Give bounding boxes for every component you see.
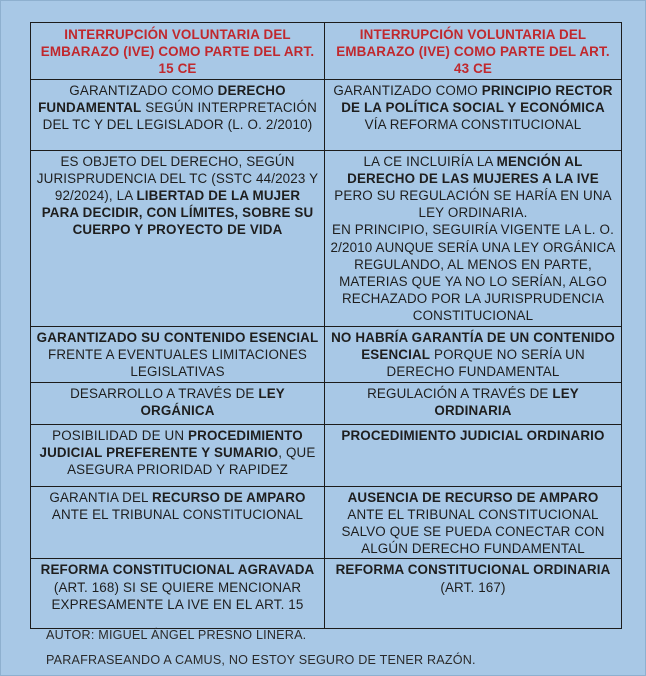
table-row [31, 486, 622, 559]
table-row [31, 150, 622, 326]
cell-right: NO HABRÍA GARANTÍA DE UN CONTENIDO ESENCIAL PORQUE NO SERÍA UN DERECHO FUNDAMENTAL [325, 326, 622, 382]
cell-right: LA CE INCLUIRÍA LA MENCIÓN AL DERECHO DE LAS MUJERES A LA IVE PERO SU REGULACIÓN SE HARÍA EN UNA LEY ORDINARIA. EN PRINCIPIO, SEGUIRÍA VIGENTE LA L. O. 2/2010 AUNQUE SERÍA UNA LEY ORGÁNICA REGULANDO, AL MENOS EN PARTE, MATERIAS QUE YA NO LO SERÍAN, ALGO RECHAZADO POR LA JURISPRUDENCIA CONSTITUCIONAL [325, 150, 622, 326]
cell-left: REFORMA CONSTITUCIONAL AGRAVADA (ART. 168) SI SE QUIERE MENCIONAR EXPRESAMENTE LA IVE EN EL ART. 15 [31, 559, 325, 629]
footer-note: PARAFRASEANDO A CAMUS, NO ESTOY SEGURO DE TENER RAZÓN. [46, 653, 476, 667]
table-row [31, 382, 622, 424]
cell-left: DESARROLLO A TRAVÉS DE LEY ORGÁNICA [31, 382, 325, 424]
cell-right: REFORMA CONSTITUCIONAL ORDINARIA (ART. 167) [325, 559, 622, 629]
cell-left: GARANTIZADO COMO DERECHO FUNDAMENTAL SEGÚN INTERPRETACIÓN DEL TC Y DEL LEGISLADOR (L. O. 2/2010) [31, 79, 325, 150]
comparison-table [30, 22, 622, 629]
cell-right: REGULACIÓN A TRAVÉS DE LEY ORDINARIA [325, 382, 622, 424]
table-header-row [31, 23, 622, 80]
cell-left: GARANTIA DEL RECURSO DE AMPARO ANTE EL TRIBUNAL CONSTITUCIONAL [31, 486, 325, 559]
cell-right: AUSENCIA DE RECURSO DE AMPARO ANTE EL TRIBUNAL CONSTITUCIONAL SALVO QUE SE PUEDA CONECTAR CON ALGÚN DERECHO FUNDAMENTAL [325, 486, 622, 559]
cell-right: GARANTIZADO COMO PRINCIPIO RECTOR DE LA POLÍTICA SOCIAL Y ECONÓMICA VÍA REFORMA CONSTITUCIONAL [325, 79, 622, 150]
table-row [31, 424, 622, 486]
header-art-43: INTERRUPCIÓN VOLUNTARIA DEL EMBARAZO (IVE) COMO PARTE DEL ART. 43 CE [325, 23, 622, 80]
cell-left: GARANTIZADO SU CONTENIDO ESENCIAL FRENTE A EVENTUALES LIMITACIONES LEGISLATIVAS [31, 326, 325, 382]
cell-left: POSIBILIDAD DE UN PROCEDIMIENTO JUDICIAL PREFERENTE Y SUMARIO, QUE ASEGURA PRIORIDAD Y RAPIDEZ [31, 424, 325, 486]
cell-left: ES OBJETO DEL DERECHO, SEGÚN JURISPRUDENCIA DEL TC (SSTC 44/2023 Y 92/2024), LA LIBERTAD DE LA MUJER PARA DECIDIR, CON LÍMITES, SOBRE SU CUERPO Y PROYECTO DE VIDA [31, 150, 325, 326]
table-row [31, 559, 622, 629]
table-row [31, 79, 622, 150]
table-row [31, 326, 622, 382]
cell-right: PROCEDIMIENTO JUDICIAL ORDINARIO [325, 424, 622, 486]
header-art-15: INTERRUPCIÓN VOLUNTARIA DEL EMBARAZO (IVE) COMO PARTE DEL ART. 15 CE [31, 23, 325, 80]
author-credit: AUTOR: MIGUEL ÁNGEL PRESNO LINERA. [46, 628, 307, 642]
